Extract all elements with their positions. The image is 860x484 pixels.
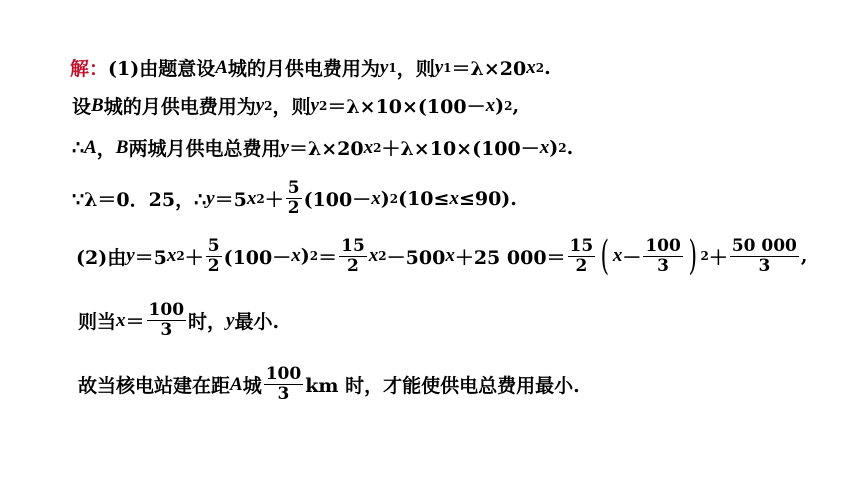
solution-line-1: 解： (1)由题意设 A 城的月供电费用为 y 1 ，则 y 1 ＝λ×20 x 2 . [70, 54, 551, 81]
fraction [286, 180, 302, 217]
text: ∴ [72, 136, 85, 159]
right-paren: ) [688, 233, 697, 279]
solution-line-5: (2)由 y ＝5 x 2 ＋ $\frac{5}{2}$ (100－ x ) 2 ＝ $\frac{15}{2}$ x 2 －500 x ＋25 000＝ $\frac{15}{2}$ ( x － $\frac{100}{3}$ ) 2 ＋ $\frac{50 000}{3}$ , [76, 233, 808, 279]
text: 故当核电站建在距 [78, 375, 231, 397]
var: x [539, 136, 550, 158]
fraction-denominator: 3 [657, 255, 670, 276]
var: y [126, 245, 135, 266]
text: ) [549, 136, 559, 159]
text: ) [495, 94, 505, 117]
var: y [434, 56, 444, 78]
var: y [280, 136, 289, 158]
var: x [363, 136, 374, 158]
var: x [526, 56, 536, 78]
text: ＝5 [214, 189, 247, 211]
fraction-numerator: 15 [569, 235, 594, 256]
text: ) [300, 245, 310, 267]
var: x [485, 94, 496, 116]
text: (100－ [223, 246, 292, 269]
fraction-denominator: 2 [287, 198, 300, 218]
var: x [166, 245, 177, 266]
solution-line-2: 设 B 城的月供电费用为 y 2 ，则 y 2 ＝λ×10×(100－ x ) 2 , [72, 92, 519, 119]
fraction [264, 366, 304, 403]
var: x [449, 187, 459, 209]
text: ＋ [184, 246, 204, 269]
var: B [91, 94, 104, 116]
var: x [246, 187, 257, 209]
fraction-denominator: 2 [207, 255, 220, 276]
text: ) [380, 187, 390, 210]
var: A [230, 373, 243, 395]
text: ∵λ＝0．25，∴ [72, 189, 207, 211]
text: ≤90). [458, 187, 517, 210]
solution-line-7 [78, 366, 580, 403]
fraction-numerator: 100 [645, 235, 681, 256]
var: x [291, 245, 301, 266]
text: , [800, 245, 808, 267]
text: 城的月供电费用为 [227, 58, 380, 80]
left-paren: ( [600, 233, 610, 279]
var: x [116, 309, 126, 331]
text: 时， [188, 311, 227, 333]
text: (10≤ [398, 187, 450, 210]
text: ＝ [318, 246, 338, 269]
var: y [226, 309, 235, 331]
fraction-numerator: 50 000 [731, 235, 797, 256]
var: y [206, 187, 215, 209]
fraction-numerator: 5 [287, 178, 300, 198]
var: y [310, 94, 319, 116]
text: 最小. [234, 311, 280, 333]
text: －500 [386, 246, 446, 269]
fraction-denominator: 3 [758, 255, 771, 276]
var: x [371, 187, 381, 209]
text: 两城月供电总费用 [128, 138, 281, 160]
text: － [622, 246, 642, 269]
var: A [215, 56, 228, 78]
text: ＋λ×10×(100－ [381, 138, 540, 160]
text: km 时，才能使供电总费用最小. [305, 375, 580, 397]
text: ＋ [708, 246, 728, 269]
text: ，则 [396, 58, 435, 80]
text: ＝λ×20 [288, 138, 364, 160]
fraction-numerator: 100 [148, 300, 185, 320]
text: ＝λ×10×(100－ [327, 96, 486, 118]
text: (1)由题意设 [108, 58, 216, 80]
fraction-numerator: 100 [265, 364, 302, 384]
solution-line-6 [78, 302, 279, 339]
text: 城的月供电费用为 [103, 96, 256, 118]
solution-line-4: ∵λ＝0．25，∴ y ＝5 x 2 ＋ $\frac{5}{2}$ (100－ x ) 2 (10≤ x ≤90). [72, 178, 517, 218]
var: y [379, 56, 389, 78]
var: B [115, 136, 129, 158]
fraction-denominator: 2 [347, 255, 359, 276]
text: ＝ [125, 311, 145, 333]
fraction [147, 302, 187, 339]
var: y [255, 94, 265, 116]
fraction-denominator: 3 [277, 384, 290, 404]
text: (2)由 [76, 246, 127, 269]
text: ＝λ×20 [451, 58, 527, 80]
solution-line-3: ∴ A ， B 两城月供电总费用 y ＝λ×20 x 2 ＋λ×10×(100－ x ) 2 . [72, 134, 573, 161]
text: ＝5 [134, 246, 167, 269]
fraction-denominator: 3 [160, 320, 173, 340]
text: ， [96, 138, 116, 160]
text: . [566, 136, 574, 159]
fraction [568, 235, 596, 276]
text: 城 [242, 375, 262, 397]
text: . [544, 56, 551, 79]
var: x [368, 245, 379, 266]
fraction [643, 235, 683, 276]
text: , [512, 94, 520, 117]
fraction-numerator: 5 [207, 235, 220, 256]
var: x [612, 245, 623, 266]
text: ＋ [264, 189, 284, 211]
fraction [206, 235, 222, 276]
fraction [730, 235, 799, 276]
var: A [84, 136, 97, 158]
solution-label: 解： [70, 58, 109, 80]
text: (100－ [303, 189, 372, 211]
text: ，则 [272, 96, 311, 118]
fraction-numerator: 15 [341, 235, 365, 256]
text: 则当 [78, 311, 117, 333]
text: 设 [72, 96, 92, 118]
fraction [339, 235, 367, 276]
text: ＋25 000＝ [454, 246, 566, 269]
fraction-denominator: 2 [575, 255, 588, 276]
var: x [445, 245, 455, 266]
